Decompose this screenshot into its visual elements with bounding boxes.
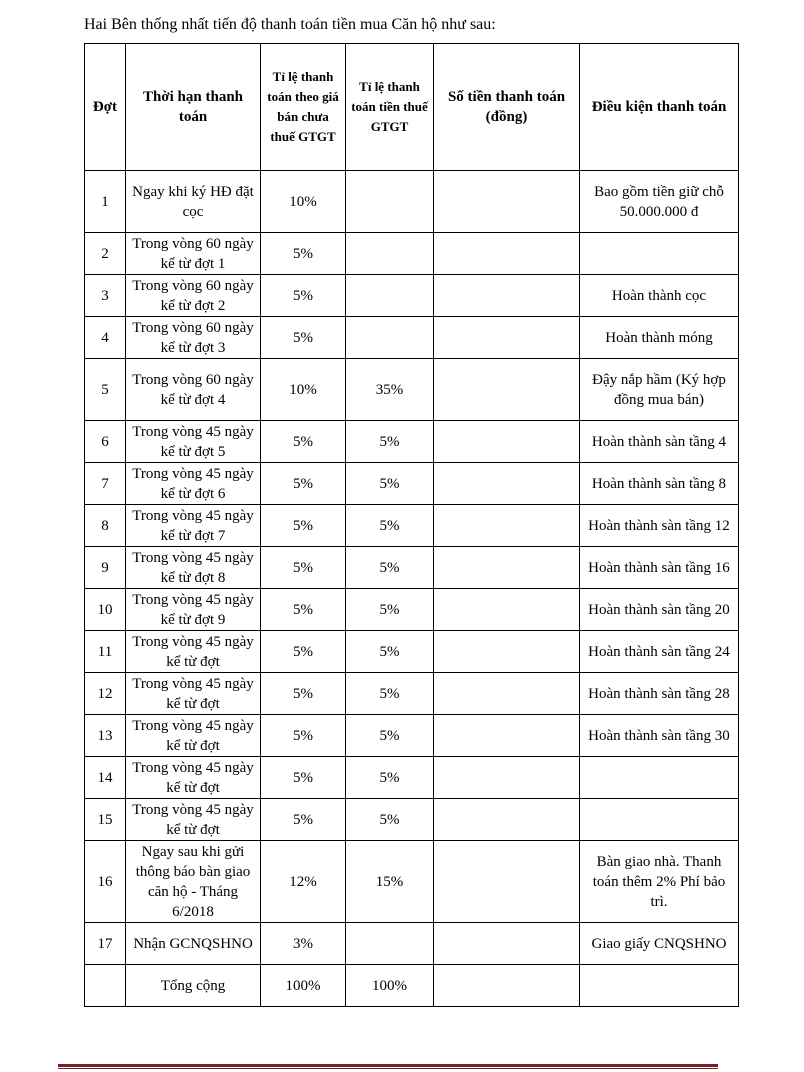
row-rate-pre-tax: 10% xyxy=(261,359,346,421)
table-row xyxy=(85,923,739,965)
row-rate-pre-tax: 5% xyxy=(261,505,346,547)
header-condition: Điều kiện thanh toán xyxy=(580,44,739,171)
row-amount xyxy=(434,505,580,547)
table-row xyxy=(85,275,739,317)
row-amount xyxy=(434,547,580,589)
row-rate-pre-tax: 5% xyxy=(261,317,346,359)
footer-rule-thin xyxy=(58,1068,718,1069)
row-rate-pre-tax: 5% xyxy=(261,589,346,631)
row-rate-pre-tax: 5% xyxy=(261,421,346,463)
row-condition: Hoàn thành sàn tầng 28 xyxy=(580,673,739,715)
total-label: Tổng cộng xyxy=(126,965,261,1007)
table-row xyxy=(85,171,739,233)
row-rate-vat: 5% xyxy=(346,589,434,631)
row-amount xyxy=(434,233,580,275)
row-condition xyxy=(580,799,739,841)
row-dot: 8 xyxy=(85,505,126,547)
row-amount xyxy=(434,317,580,359)
row-rate-pre-tax: 5% xyxy=(261,631,346,673)
row-dot: 3 xyxy=(85,275,126,317)
total-dot-cell xyxy=(85,965,126,1007)
row-amount xyxy=(434,673,580,715)
schedule-body xyxy=(85,171,739,965)
header-dot: Đợt xyxy=(85,44,126,171)
row-dot: 5 xyxy=(85,359,126,421)
row-dot: 10 xyxy=(85,589,126,631)
intro-text: Hai Bên thống nhất tiến độ thanh toán tiền mua Căn hộ như sau: xyxy=(84,16,496,33)
row-period: Trong vòng 60 ngày kể từ đợt 2 xyxy=(126,275,261,317)
row-amount xyxy=(434,171,580,233)
table-row xyxy=(85,505,739,547)
row-amount xyxy=(434,359,580,421)
row-period: Trong vòng 45 ngày kể từ đợt xyxy=(126,799,261,841)
row-condition: Đậy nắp hầm (Ký hợp đồng mua bán) xyxy=(580,359,739,421)
table-row xyxy=(85,463,739,505)
row-period: Trong vòng 45 ngày kể từ đợt 5 xyxy=(126,421,261,463)
row-period: Trong vòng 60 ngày kể từ đợt 1 xyxy=(126,233,261,275)
table-row xyxy=(85,547,739,589)
table-row xyxy=(85,359,739,421)
row-amount xyxy=(434,275,580,317)
row-rate-pre-tax: 5% xyxy=(261,799,346,841)
row-dot: 2 xyxy=(85,233,126,275)
row-rate-pre-tax: 10% xyxy=(261,171,346,233)
row-rate-vat xyxy=(346,923,434,965)
row-amount xyxy=(434,631,580,673)
row-amount xyxy=(434,463,580,505)
row-rate-pre-tax: 5% xyxy=(261,715,346,757)
row-rate-vat xyxy=(346,171,434,233)
row-period: Trong vòng 60 ngày kể từ đợt 3 xyxy=(126,317,261,359)
row-dot: 15 xyxy=(85,799,126,841)
row-dot: 1 xyxy=(85,171,126,233)
row-condition: Hoàn thành sàn tầng 24 xyxy=(580,631,739,673)
table-row xyxy=(85,799,739,841)
row-condition: Hoàn thành sàn tầng 8 xyxy=(580,463,739,505)
row-rate-pre-tax: 5% xyxy=(261,757,346,799)
row-rate-pre-tax: 5% xyxy=(261,463,346,505)
row-period: Trong vòng 45 ngày kể từ đợt xyxy=(126,631,261,673)
row-dot: 11 xyxy=(85,631,126,673)
table-row xyxy=(85,757,739,799)
row-rate-vat: 35% xyxy=(346,359,434,421)
table-row xyxy=(85,631,739,673)
row-rate-vat: 5% xyxy=(346,463,434,505)
row-rate-pre-tax: 12% xyxy=(261,841,346,923)
row-amount xyxy=(434,841,580,923)
row-period: Trong vòng 45 ngày kể từ đợt 8 xyxy=(126,547,261,589)
row-period: Trong vòng 45 ngày kể từ đợt xyxy=(126,757,261,799)
row-rate-vat xyxy=(346,275,434,317)
total-vat: 100% xyxy=(346,965,434,1007)
row-condition: Hoàn thành móng xyxy=(580,317,739,359)
row-period: Nhận GCNQSHNO xyxy=(126,923,261,965)
row-dot: 17 xyxy=(85,923,126,965)
table-row xyxy=(85,673,739,715)
row-amount xyxy=(434,799,580,841)
row-dot: 9 xyxy=(85,547,126,589)
row-dot: 13 xyxy=(85,715,126,757)
row-condition: Hoàn thành sàn tầng 20 xyxy=(580,589,739,631)
row-period: Trong vòng 45 ngày kể từ đợt 9 xyxy=(126,589,261,631)
row-condition: Giao giấy CNQSHNO xyxy=(580,923,739,965)
row-rate-vat: 5% xyxy=(346,421,434,463)
row-rate-pre-tax: 5% xyxy=(261,547,346,589)
header-rate-vat: Tỉ lệ thanh toán tiền thuế GTGT xyxy=(346,44,434,171)
row-period: Trong vòng 45 ngày kể từ đợt xyxy=(126,673,261,715)
row-rate-pre-tax: 3% xyxy=(261,923,346,965)
row-period: Ngay sau khi gửi thông báo bàn giao căn hộ - Tháng 6/2018 xyxy=(126,841,261,923)
row-rate-pre-tax: 5% xyxy=(261,673,346,715)
row-dot: 6 xyxy=(85,421,126,463)
row-amount xyxy=(434,715,580,757)
header-row xyxy=(85,44,739,171)
total-amount xyxy=(434,965,580,1007)
row-rate-vat: 5% xyxy=(346,505,434,547)
row-condition: Bàn giao nhà. Thanh toán thêm 2% Phí bảo trì. xyxy=(580,841,739,923)
row-period: Trong vòng 45 ngày kể từ đợt 7 xyxy=(126,505,261,547)
row-condition: Hoàn thành sàn tầng 30 xyxy=(580,715,739,757)
row-rate-vat: 5% xyxy=(346,799,434,841)
row-rate-vat: 5% xyxy=(346,673,434,715)
table-row xyxy=(85,317,739,359)
row-dot: 12 xyxy=(85,673,126,715)
row-period: Ngay khi ký HĐ đặt cọc xyxy=(126,171,261,233)
row-condition: Hoàn thành sàn tầng 4 xyxy=(580,421,739,463)
row-condition xyxy=(580,757,739,799)
total-row xyxy=(85,965,739,1007)
table-row xyxy=(85,715,739,757)
row-rate-vat: 5% xyxy=(346,757,434,799)
row-rate-pre-tax: 5% xyxy=(261,233,346,275)
row-rate-vat: 5% xyxy=(346,715,434,757)
row-dot: 16 xyxy=(85,841,126,923)
header-rate-pre-tax: Tỉ lệ thanh toán theo giá bán chưa thuế GTGT xyxy=(261,44,346,171)
table-row xyxy=(85,589,739,631)
row-dot: 4 xyxy=(85,317,126,359)
row-condition: Hoàn thành cọc xyxy=(580,275,739,317)
row-condition xyxy=(580,233,739,275)
row-rate-vat: 5% xyxy=(346,631,434,673)
total-condition xyxy=(580,965,739,1007)
row-amount xyxy=(434,421,580,463)
header-period: Thời hạn thanh toán xyxy=(126,44,261,171)
header-amount: Số tiền thanh toán (đồng) xyxy=(434,44,580,171)
row-condition: Hoàn thành sàn tầng 16 xyxy=(580,547,739,589)
row-period: Trong vòng 45 ngày kể từ đợt xyxy=(126,715,261,757)
row-rate-vat: 15% xyxy=(346,841,434,923)
row-amount xyxy=(434,589,580,631)
row-condition: Hoàn thành sàn tầng 12 xyxy=(580,505,739,547)
total-pct: 100% xyxy=(261,965,346,1007)
table-row xyxy=(85,841,739,923)
row-condition: Bao gồm tiền giữ chỗ 50.000.000 đ xyxy=(580,171,739,233)
row-rate-vat xyxy=(346,233,434,275)
row-rate-vat xyxy=(346,317,434,359)
footer-rule xyxy=(58,1064,718,1067)
table-row xyxy=(85,421,739,463)
row-amount xyxy=(434,923,580,965)
row-rate-pre-tax: 5% xyxy=(261,275,346,317)
row-dot: 7 xyxy=(85,463,126,505)
payment-schedule-table xyxy=(84,43,739,1007)
table-row xyxy=(85,233,739,275)
row-dot: 14 xyxy=(85,757,126,799)
row-rate-vat: 5% xyxy=(346,547,434,589)
row-period: Trong vòng 60 ngày kể từ đợt 4 xyxy=(126,359,261,421)
row-period: Trong vòng 45 ngày kể từ đợt 6 xyxy=(126,463,261,505)
row-amount xyxy=(434,757,580,799)
